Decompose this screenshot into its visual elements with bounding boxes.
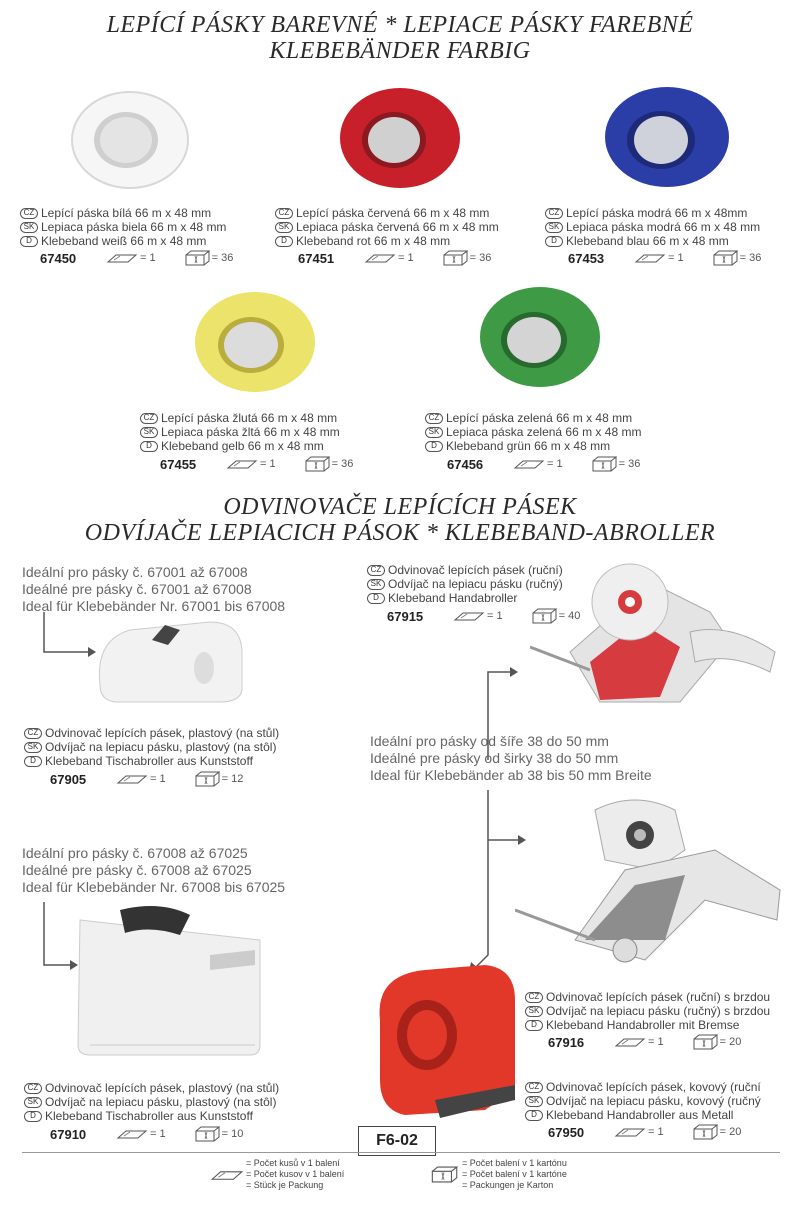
dispenser-desc-67950 [525,1080,761,1122]
ideal-note-cz: Ideální pro pásky č. 67008 až 67025 [22,845,248,861]
box-icon [194,771,220,787]
page-title-line2: KLEBEBÄNDER FARBIG [269,38,531,64]
dispenser-desc-67910 [24,1081,279,1123]
product-code: 67451 [298,250,335,266]
sk-badge: SK [367,579,385,590]
pack-qty: = 1 [648,1036,664,1048]
desc-sk: Odvíjač na lepiacu pásku (ručný) [388,577,563,591]
pack-qty: = 1 [487,610,503,622]
section-title-line2: ODVÍJAČE LEPIACICH PÁSOK * KLEBEBAND-ABROLLER [84,520,716,546]
page-title-line1: LEPÍCÍ PÁSKY BAREVNÉ * LEPIACE PÁSKY FAREBNÉ [106,12,694,38]
product-desc-67451 [275,206,499,248]
desc-sk: Odvíjač na lepiacu pásku, plastový (na stôl) [45,740,277,754]
desc-cz: Odvinovač lepících pásek, plastový (na stůl) [45,1081,280,1095]
desc-cz: Odvinovač lepících pásek, plastový (na stůl) [45,726,280,740]
pack-qty: = 1 [150,773,166,785]
product-code: 67916 [548,1034,585,1050]
cz-badge: CZ [525,992,543,1003]
desc-sk: Odvíjač na lepiacu pásku (ručný) s brzdou [546,1004,771,1018]
legend-pieces-cz: = Počet kusů v 1 balení [246,1158,340,1168]
pack-qty: = 1 [398,252,414,264]
tape-roll-red-image [330,82,470,194]
desc-d: Klebeband Tischabroller aus Kunststoff [45,754,253,768]
desk-dispenser-67905-image [90,610,250,705]
desc-d: Klebeband rot 66 m x 48 mm [296,234,451,248]
dispenser-code-row-67915 [387,608,580,624]
desc-cz: Lepící páska žlutá 66 m x 48 mm [161,411,338,425]
desc-sk: Lepiaca páska biela 66 m x 48 mm [41,220,227,234]
product-code: 67905 [50,771,87,787]
pack-icon [210,1168,244,1182]
box-icon [591,456,617,472]
d-badge: D [425,441,443,452]
d-badge: D [545,236,563,247]
ideal-note-d: Ideal für Klebebänder Nr. 67008 bis 67025 [22,879,286,895]
d-badge: D [24,756,42,767]
desc-d: Klebeband blau 66 m x 48 mm [566,234,729,248]
sk-badge: SK [24,742,42,753]
desc-sk: Lepiaca páska zelená 66 m x 48 mm [446,425,642,439]
pack-icon [513,458,545,470]
d-badge: D [525,1020,543,1031]
pack-icon [226,458,258,470]
desc-d: Klebeband Handabroller aus Metall [546,1108,734,1122]
legend-cartons-sk: = Počet balení v 1 kartóne [462,1169,567,1179]
box-icon [712,250,738,266]
product-code: 67950 [548,1124,585,1140]
product-code: 67915 [387,608,424,624]
tape-roll-blue-image [595,80,740,195]
ideal-note-c [22,845,285,896]
product-desc-67456 [425,411,641,453]
sk-badge: SK [525,1096,543,1107]
product-code-row-67450 [40,250,233,266]
box-icon [184,250,210,266]
pack-icon [614,1126,646,1138]
box-qty: = 36 [618,458,641,470]
box-qty: = 10 [221,1128,244,1140]
box-qty: = 40 [558,610,581,622]
dispenser-code-row-67916 [548,1034,741,1050]
box-qty: = 12 [221,773,244,785]
desc-d: Klebeband Tischabroller aus Kunststoff [45,1109,253,1123]
cz-badge: CZ [525,1082,543,1093]
product-code-row-67453 [568,250,761,266]
product-code: 67456 [447,456,484,472]
legend-pieces-d: = Stück je Packung [246,1180,324,1190]
sk-badge: SK [425,427,443,438]
box-qty: = 36 [469,252,492,264]
desc-d: Klebeband Handabroller [388,591,518,605]
d-badge: D [24,1111,42,1122]
ideal-note-a [22,564,285,615]
pack-icon [364,252,396,264]
cz-badge: CZ [367,565,385,576]
pack-qty: = 1 [668,252,684,264]
sk-badge: SK [525,1006,543,1017]
desc-sk: Lepiaca páska červená 66 m x 48 mm [296,220,499,234]
box-qty: = 36 [739,252,762,264]
pack-qty: = 1 [150,1128,166,1140]
box-qty: = 36 [211,252,234,264]
product-code: 67453 [568,250,605,266]
tape-roll-white-image [60,85,200,195]
sk-badge: SK [24,1097,42,1108]
desc-sk: Lepiaca páska modrá 66 m x 48 mm [566,220,761,234]
ideal-note-cz: Ideální pro pásky č. 67001 až 67008 [22,564,248,580]
pack-icon [106,252,138,264]
cz-badge: CZ [140,413,158,424]
desc-d: Klebeband gelb 66 m x 48 mm [161,439,324,453]
dispenser-desc-67915 [367,563,563,605]
cz-badge: CZ [20,208,38,219]
hand-dispenser-67916-image [515,790,785,980]
desc-cz: Odvinovač lepících pásek (ruční) [388,563,563,577]
box-icon [304,456,330,472]
ideal-note-d: Ideal für Klebebänder Nr. 67001 bis 67008 [22,598,286,614]
product-desc-67450 [20,206,226,248]
cz-badge: CZ [425,413,443,424]
footer-divider [22,1152,780,1153]
desc-sk: Odvíjač na lepiacu pásku, plastový (na stôl) [45,1095,277,1109]
ideal-note-cz: Ideální pro pásky od šíře 38 do 50 mm [370,733,609,749]
cz-badge: CZ [275,208,293,219]
tape-roll-yellow-image [185,285,325,400]
product-code-row-67455 [160,456,353,472]
legend-cartons-cz: = Počet balení v 1 kartónu [462,1158,567,1168]
desc-d: Klebeband weiß 66 m x 48 mm [41,234,207,248]
desc-cz: Lepící páska modrá 66 m x 48mm [566,206,748,220]
box-qty: = 20 [719,1126,742,1138]
box-icon [692,1124,718,1140]
pack-qty: = 1 [547,458,563,470]
box-icon [531,608,557,624]
box-icon [692,1034,718,1050]
sk-badge: SK [545,222,563,233]
box-icon [430,1166,458,1183]
ideal-note-sk: Ideálné pre pásky č. 67008 až 67025 [22,862,252,878]
dispenser-code-row-67905 [50,771,243,787]
pack-qty: = 1 [260,458,276,470]
dispenser-code-row-67950 [548,1124,741,1140]
dispenser-desc-67905 [24,726,279,768]
cz-badge: CZ [24,1083,42,1094]
page-number: F6-02 [358,1126,436,1156]
product-desc-67453 [545,206,760,248]
desc-cz: Lepící páska bílá 66 m x 48 mm [41,206,212,220]
ideal-note-d: Ideal für Klebebänder ab 38 bis 50 mm Breite [370,767,652,783]
pack-icon [614,1036,646,1048]
sk-badge: SK [275,222,293,233]
box-qty: = 20 [719,1036,742,1048]
d-badge: D [20,236,38,247]
desc-sk: Lepiaca páska žltá 66 m x 48 mm [161,425,340,439]
ideal-note-b [370,733,652,784]
hand-dispenser-67915-image [530,552,780,712]
section-title-line1: ODVINOVAČE LEPÍCÍCH PÁSEK [223,494,577,520]
tape-roll-green-image [470,280,610,395]
dispenser-desc-67916 [525,990,770,1032]
box-icon [442,250,468,266]
ideal-note-sk: Ideálné pre pásky od širky 38 do 50 mm [370,750,619,766]
sk-badge: SK [140,427,158,438]
box-qty: = 36 [331,458,354,470]
legend-pieces [246,1158,344,1191]
d-badge: D [525,1110,543,1121]
dispenser-code-row-67910 [50,1126,243,1142]
legend-cartons-d: = Packungen je Karton [462,1180,554,1190]
pack-icon [453,610,485,622]
legend-cartons [462,1158,567,1191]
desc-d: Klebeband Handabroller mit Bremse [546,1018,740,1032]
desc-cz: Odvinovač lepících pásek (ruční) s brzdou [546,990,771,1004]
product-code: 67450 [40,250,77,266]
legend-pieces-sk: = Počet kusov v 1 balení [246,1169,345,1179]
cz-badge: CZ [545,208,563,219]
product-code-row-67456 [447,456,640,472]
cz-badge: CZ [24,728,42,739]
product-code: 67455 [160,456,197,472]
desc-sk: Odvíjač na lepiacu pásku, kovový (ručný [546,1094,761,1108]
ideal-note-sk: Ideálné pre pásky č. 67001 až 67008 [22,581,252,597]
d-badge: D [367,593,385,604]
desk-dispenser-67910-image [70,895,270,1060]
pack-qty: = 1 [648,1126,664,1138]
pack-qty: = 1 [140,252,156,264]
product-code: 67910 [50,1126,87,1142]
product-code-row-67451 [298,250,491,266]
desc-cz: Lepící páska zelená 66 m x 48 mm [446,411,633,425]
desc-cz: Odvinovač lepících pásek, kovový (ruční [546,1080,761,1094]
d-badge: D [275,236,293,247]
desc-d: Klebeband grün 66 m x 48 mm [446,439,611,453]
pack-icon [116,773,148,785]
d-badge: D [140,441,158,452]
hand-dispenser-67950-image [365,960,530,1125]
pack-icon [634,252,666,264]
pack-icon [116,1128,148,1140]
desc-cz: Lepící páska červená 66 m x 48 mm [296,206,490,220]
sk-badge: SK [20,222,38,233]
product-desc-67455 [140,411,340,453]
box-icon [194,1126,220,1142]
